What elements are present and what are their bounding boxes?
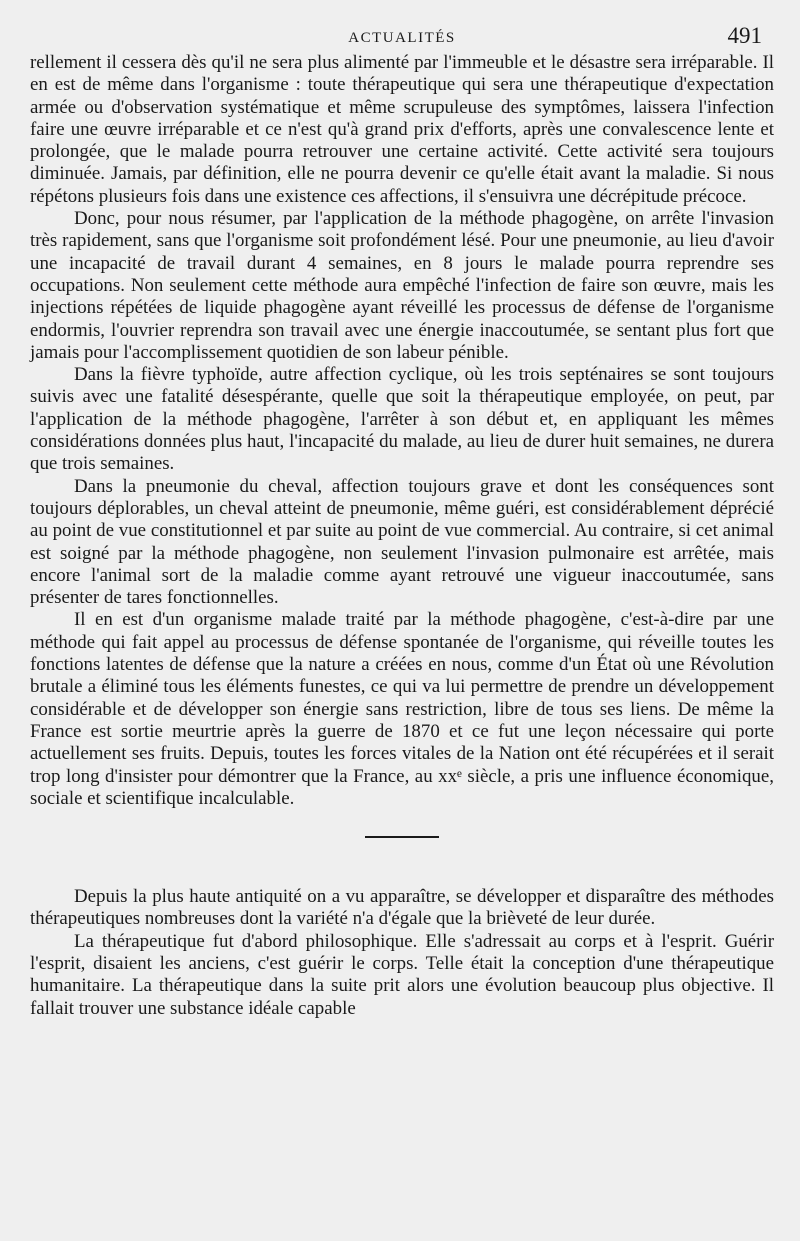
paragraph: Dans la fièvre typhoïde, autre affection cyclique, où les trois septénaires se sont toujours suivis avec une fatalité désespérante, quelle que soit la thérapeutique employée, on peut, par l'application de la méthode phagogène, l'arrêter à son début et, en appliquant les mêmes considérations données plus haut, l'incapacité du malade, au lieu de durer huit semaines, ne durera que trois semaines. [30, 364, 774, 475]
article-section-1 [30, 52, 774, 810]
paragraph: rellement il cessera dès qu'il ne sera plus alimenté par l'immeuble et le désastre sera irréparable. Il en est de même dans l'organisme : toute thérapeutique qui sera une thérapeutique d'expectation armée ou d'observation systématique et même scrupuleuse des symptômes, laissera l'infection faire une œuvre irréparable et ce n'est qu'à grand prix d'efforts, après une convalescence lente et prolongée, que le malade pourra retrouver une certaine activité. Cette activité sera toujours diminuée. Jamais, par définition, elle ne pourra devenir ce qu'elle était avant la maladie. Si nous répétons plusieurs fois dans une existence ces affections, il s'ensuivra une décrépitude précoce. [30, 52, 774, 207]
paragraph: La thérapeutique fut d'abord philosophique. Elle s'adressait au corps et à l'esprit. Guérir l'esprit, disaient les anciens, c'est guérir le corps. Telle était la conception d'une thérapeutique humanitaire. La thérapeutique dans la suite prit alors une évolution beaucoup plus objective. Il fallait trouver une substance idéale capable [30, 930, 774, 1019]
running-title: ACTUALITÉS [348, 30, 456, 46]
paragraph: Depuis la plus haute antiquité on a vu apparaître, se développer et disparaître des méthodes thérapeutiques nombreuses dont la variété n'a d'égale que la brièveté de leur durée. [30, 886, 774, 930]
paragraph: Donc, pour nous résumer, par l'application de la méthode phagogène, on arrête l'invasion très rapidement, sans que l'organisme soit profondément lésé. Pour une pneumonie, au lieu d'avoir une incapacité de travail durant 4 semaines, en 8 jours le malade pourra reprendre ses occupations. Non seulement cette méthode aura empêché l'infection de faire son œuvre, mais les injections répétées de liquide phagogène ayant réveillé les processus de défense de l'organisme endormis, l'ouvrier reprendra son travail avec une énergie inaccoutumée, se sentant plus fort que jamais pour l'accomplissement quotidien de son labeur pénible. [30, 208, 774, 363]
paragraph: Dans la pneumonie du cheval, affection toujours grave et dont les conséquences sont toujours déplorables, un cheval atteint de pneumonie, même guéri, est considérablement déprécié au point de vue constitutionnel et par suite au point de vue commercial. Au contraire, si cet animal est soigné par la méthode phagogène, non seulement l'invasion pulmonaire est arrêtée, mais encore l'animal sort de la maladie comme ayant retrouvé une vigueur inaccoutumée, sans présenter de tares fonctionnelles. [30, 475, 774, 609]
page-header [30, 0, 774, 52]
page-number: 491 [727, 23, 762, 48]
section-separator [365, 836, 439, 838]
article-section-2 [30, 886, 774, 1020]
paragraph: Il en est d'un organisme malade traité par la méthode phagogène, c'est-à-dire par une méthode qui fait appel au processus de défense spontanée de l'organisme, qui réveille toutes les fonctions latentes de défense que la nature a créées en nous, comme d'un État où une Révolution brutale a éliminé tous les éléments funestes, ce qui va lui permettre de prendre un développement considérable et de développer son énergie sans restriction, libre de tous ses liens. De même la France est sortie meurtrie après la guerre de 1870 et ce fut une leçon nécessaire qui porte actuellement ses fruits. Depuis, toutes les forces vitales de la Nation ont été récupérées et il serait trop long d'insister pour démontrer que la France, au xxᵉ siècle, a pris une influence économique, sociale et scientifique incalculable. [30, 609, 774, 809]
